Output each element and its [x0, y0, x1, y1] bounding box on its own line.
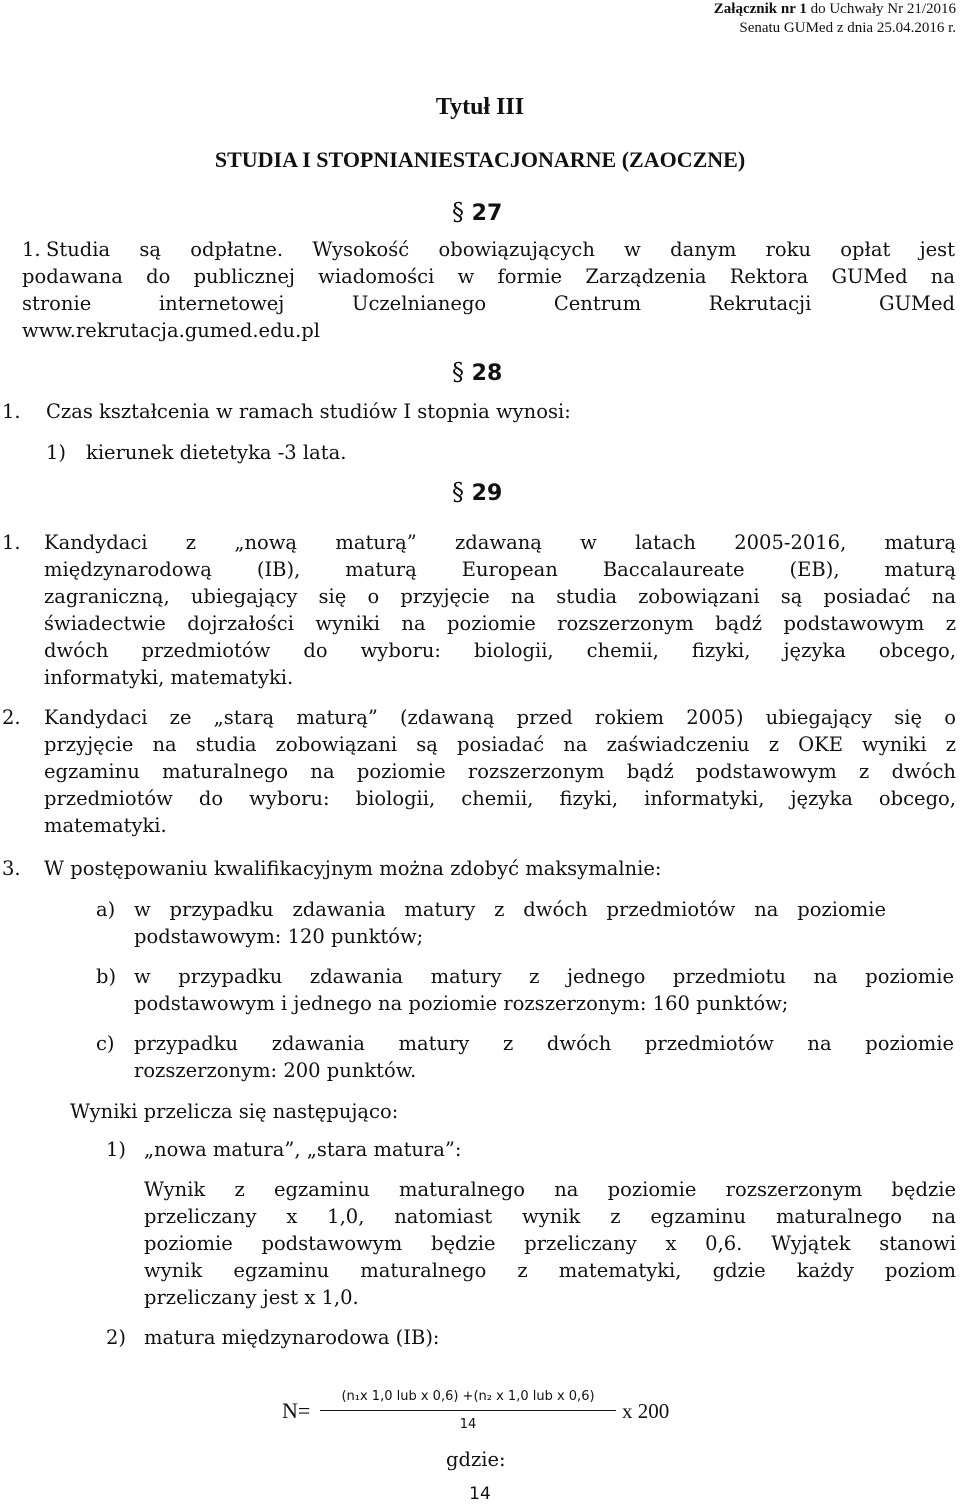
s29-item-c-line1: przypadku zdawania matury z dwóch przedmiotów na poziomie [134, 1032, 954, 1055]
s28-item1-text: kierunek dietetyka -3 lata. [86, 441, 347, 464]
s29-p3-text: W postępowaniu kwalifikacyjnym można zdobyć maksymalnie: [44, 857, 662, 880]
s29-p1-number: 1. [2, 531, 21, 554]
s29-p1-line4: świadectwie dojrzałości wyniki na poziomie rozszerzonym bądź podstawowym z [44, 612, 956, 635]
results-intro: Wyniki przelicza się następująco: [70, 1100, 399, 1123]
results-item1-line1: Wynik z egzaminu maturalnego na poziomie rozszerzonym będzie [144, 1178, 956, 1201]
s29-item-c-line2: rozszerzonym: 200 punktów. [134, 1059, 417, 1082]
page-number: 14 [469, 1484, 491, 1504]
s28-p1-text: Czas kształcenia w ramach studiów I stopnia wynosi: [46, 400, 571, 423]
results-item2-title: matura międzynarodowa (IB): [144, 1326, 440, 1349]
results-item1-title: „nowa matura”, „stara matura”: [144, 1138, 462, 1161]
s29-p1-line6: informatyki, matematyki. [44, 666, 294, 689]
results-item1-number: 1) [106, 1138, 127, 1161]
s27-p1-line2: podawana do publicznej wiadomości w formie Zarządzenia Rektora GUMed na [22, 265, 955, 288]
s29-item-a-line2: podstawowym: 120 punktów; [134, 925, 424, 948]
section-sign: § [452, 478, 464, 506]
s29-p3-number: 3. [2, 857, 21, 880]
s28-p1-number: 1. [2, 400, 21, 423]
section-29-heading [452, 478, 502, 506]
title-main: Tytuł III [435, 94, 525, 120]
s29-p2-line1: Kandydaci ze „starą maturą” (zdawaną przed rokiem 2005) ubiegający się o [44, 706, 956, 729]
s27-p1-line1: Studia są odpłatne. Wysokość obowiązujących w danym roku opłat jest [46, 238, 955, 261]
results-item2-number: 2) [106, 1326, 127, 1349]
formula-where: gdzie: [446, 1448, 506, 1471]
s27-p1-line3: stronie internetowej Uczelnianego Centrum Rekrutacji GUMed [22, 292, 955, 315]
s29-p1-line3: zagraniczną, ubiegający się o przyjęcie na studia zobowiązani są posiadać na [44, 585, 956, 608]
section-number: 28 [471, 361, 503, 386]
section-27-heading [452, 198, 502, 226]
header-resolution: do Uchwały Nr 21/2016 [806, 1, 956, 17]
section-28-heading [452, 358, 502, 386]
section-number: 27 [471, 201, 503, 226]
formula-multiplier: x 200 [622, 1399, 670, 1423]
s29-item-a-line1: w przypadku zdawania matury z dwóch przedmiotów na poziomie [134, 898, 886, 921]
header-attachment-label: Załącznik nr 1 [713, 1, 807, 17]
results-item1-line5: przeliczany jest x 1,0. [144, 1286, 359, 1309]
formula-numerator: (n₁x 1,0 lub x 0,6) +(n₂ x 1,0 lub x 0,6) [341, 1389, 595, 1404]
results-item1-line3: poziomie podstawowym będzie przeliczany x 0,6. Wyjątek stanowi [144, 1232, 956, 1255]
s29-p2-line2: przyjęcie na studia zobowiązani są posiadać na zaświadczeniu z OKE wyniki z [44, 733, 956, 756]
s27-p1-number: 1. [22, 238, 41, 261]
attachment-header [714, 0, 956, 38]
s29-item-a-letter: a) [96, 898, 116, 921]
s29-p1-line1: Kandydaci z „nową maturą” zdawaną w latach 2005-2016, maturą [44, 531, 956, 554]
section-sign: § [452, 198, 464, 226]
formula-lhs: N= [282, 1398, 311, 1423]
s29-item-b-line1: w przypadku zdawania matury z jednego przedmiotu na poziomie [134, 965, 954, 988]
s29-p1-line2: międzynarodową (IB), maturą European Baccalaureate (EB), maturą [44, 558, 956, 581]
title-sub: STUDIA I STOPNIANIESTACJONARNE (ZAOCZNE) [214, 147, 746, 172]
formula-denominator: 14 [459, 1417, 477, 1432]
results-item1-line2: przeliczany x 1,0, natomiast wynik z egzaminu maturalnego na [144, 1205, 956, 1228]
s29-item-b-letter: b) [96, 965, 117, 988]
s28-item1-number: 1) [46, 441, 67, 464]
section-number: 29 [471, 481, 503, 506]
s29-p2-line3: egzaminu maturalnego na poziomie rozszerzonym bądź podstawowym z dwóch [44, 760, 956, 783]
s29-p2-number: 2. [2, 706, 21, 729]
formula-fraction-bar [320, 1410, 616, 1411]
results-item1-line4: wynik egzaminu maturalnego z matematyki, gdzie każdy poziom [144, 1259, 956, 1282]
section-sign: § [452, 358, 464, 386]
s29-p1-line5: dwóch przedmiotów do wyboru: biologii, chemii, fizyki, języka obcego, [44, 639, 956, 662]
header-senate-date: Senatu GUMed z dnia 25.04.2016 r. [739, 20, 956, 36]
s27-p1-line4: www.rekrutacja.gumed.edu.pl [22, 319, 321, 342]
s29-p2-line4: przedmiotów do wyboru: biologii, chemii, fizyki, informatyki, języka obcego, [44, 787, 956, 810]
s29-p2-line5: matematyki. [44, 814, 167, 837]
s29-item-b-line2: podstawowym i jednego na poziomie rozszerzonym: 160 punktów; [134, 992, 789, 1015]
s29-item-c-letter: c) [96, 1032, 115, 1055]
